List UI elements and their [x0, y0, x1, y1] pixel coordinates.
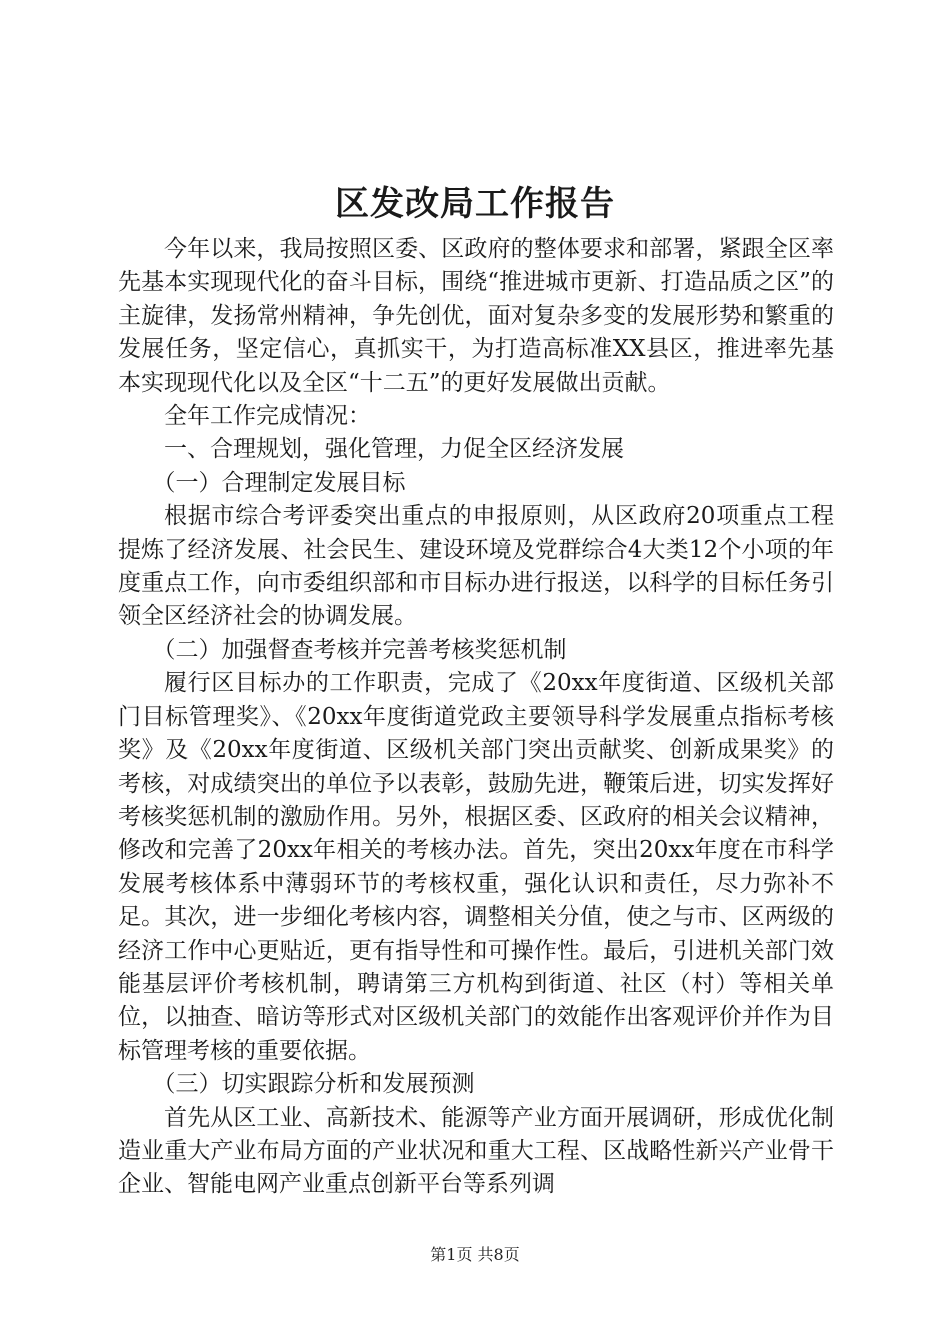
document-title: 区发改局工作报告	[335, 184, 615, 224]
subsection-heading-3: （三）切实跟踪分析和发展预测	[152, 1071, 475, 1098]
document-body	[118, 233, 834, 1202]
paragraph-assessment: 履行区目标办的工作职责，完成了《20xx年度街道、区级机关部门目标管理奖》、《20xx年度街道党政主要领导科学发展重点指标考核奖》及《20xx年度街道、区级机关部门突出贡献奖、创新成果奖》的考核，对成绩突出的单位予以表彰，鼓励先进，鞭策后进，切实发挥好考核奖惩机制的激励作用。另外，根据区委、区政府的相关会议精神，修改和完善了20xx年相关的考核办法。首先，突出20xx年度在市科学发展考核体系中薄弱环节的考核权重，强化认识和责任，尽力弥补不足。其次，进一步细化考核内容，调整相关分值，使之与市、区两级的经济工作中心更贴近，更有指导性和可操作性。最后，引进机关部门效能基层评价考核机制，聘请第三方机构到街道、社区（村）等相关单位，以抽查、暗访等形式对区级机关部门的效能作出客观评价并作为目标管理考核的重要依据。	[118, 670, 834, 1064]
subsection-heading-2: （二）加强督查考核并完善考核奖惩机制	[152, 636, 567, 663]
paragraph-summary-heading: 全年工作完成情况：	[164, 403, 371, 430]
paragraph-intro: 今年以来，我局按照区委、区政府的整体要求和部署，紧跟全区率先基本实现现代化的奋斗目标，围绕“推进城市更新、打造品质之区”的主旋律，发扬常州精神，争先创优，面对复杂多变的发展形势和繁重的发展任务，坚定信心，真抓实干，为打造高标准XX县区，推进率先基本实现现代化以及全区“十二五”的更好发展做出贡献。	[118, 236, 834, 396]
page-footer: 第1页 共8页	[430, 1245, 520, 1264]
section-heading-1: 一、合理规划，强化管理，力促全区经济发展	[164, 436, 624, 463]
paragraph-goals: 根据市综合考评委突出重点的申报原则，从区政府20项重点工程提炼了经济发展、社会民生、建设环境及党群综合4大类12个小项的年度重点工作，向市委组织部和市目标办进行报送，以科学的目标任务引领全区经济社会的协调发展。	[118, 503, 834, 630]
subsection-heading-1: （一）合理制定发展目标	[152, 469, 406, 496]
paragraph-research: 首先从区工业、高新技术、能源等产业方面开展调研，形成优化制造业重大产业布局方面的产业状况和重大工程、区战略性新兴产业骨干企业、智能电网产业重点创新平台等系列调	[118, 1104, 834, 1198]
